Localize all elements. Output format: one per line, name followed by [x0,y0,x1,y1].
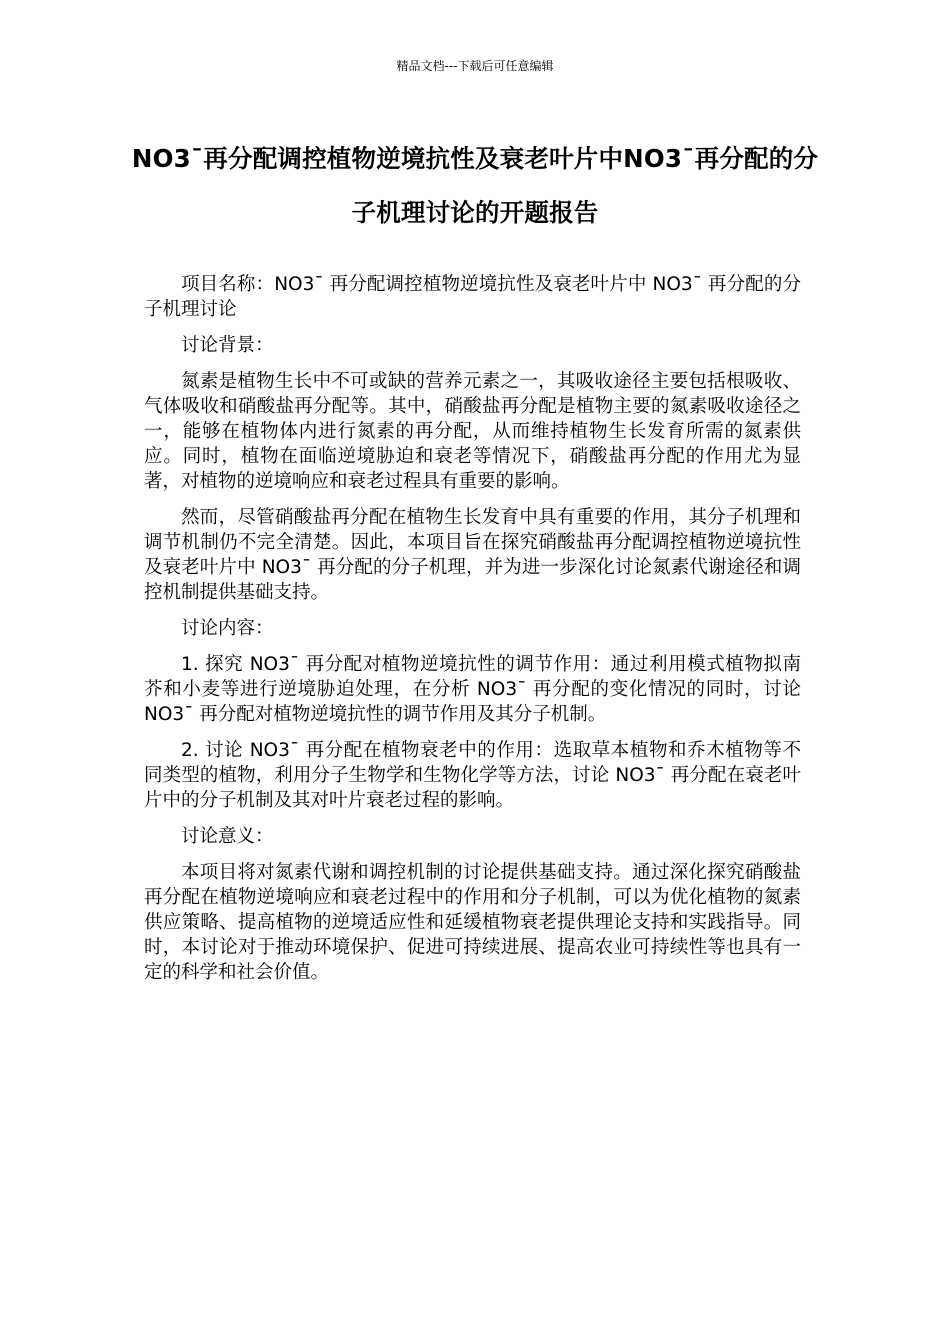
significance-heading: 讨论意义： [181,826,274,847]
background-paragraph-1: 氮素是植物生长中不可或缺的营养元素之一，其吸收途径主要包括根吸收、气体吸收和硝酸盐再分配等。其中，硝酸盐再分配是植物主要的氮素吸收途径之一，能够在植物体内进行氮素的再分配，从而维持植物生长发育所需的氮素供应。同时，植物在面临逆境胁迫和衰老等情况下，硝酸盐再分配的作用尤为显著，对植物的逆境响应和衰老过程具有重要的影响。 [144,371,801,492]
document-body [144,272,801,996]
background-heading: 讨论背景： [181,335,274,356]
document-title: NO3ˉ再分配调控植物逆境抗性及衰老叶片中NO3ˉ再分配的分子机理讨论的开题报告 [131,144,819,227]
significance-paragraph: 本项目将对氮素代谢和调控机制的讨论提供基础支持。通过深化探究硝酸盐再分配在植物逆境响应和衰老过程中的作用和分子机制，可以为优化植物的氮素供应策略、提高植物的逆境适应性和延缓植物衰老提供理论支持和实践指导。同时，本讨论对于推动环境保护、促进可持续进展、提高农业可持续性等也具有一定的科学和社会价值。 [144,862,801,983]
content-item-2: 2. 讨论 NO3ˉ 再分配在植物衰老中的作用：选取草本植物和乔木植物等不同类型的植物，利用分子生物学和生物化学等方法，讨论 NO3ˉ 再分配在衰老叶片中的分子机制及其对叶片衰老过程的影响。 [144,740,801,811]
content-item-1: 1. 探究 NO3ˉ 再分配对植物逆境抗性的调节作用：通过利用模式植物拟南芥和小麦等进行逆境胁迫处理，在分析 NO3ˉ 再分配的变化情况的同时，讨论 NO3ˉ 再分配对植物逆境抗性的调节作用及其分子机制。 [144,654,801,725]
background-paragraph-2: 然而，尽管硝酸盐再分配在植物生长发育中具有重要的作用，其分子机理和调节机制仍不完全清楚。因此，本项目旨在探究硝酸盐再分配调控植物逆境抗性及衰老叶片中 NO3ˉ 再分配的分子机理，并为进一步深化讨论氮素代谢途径和调控机制提供基础支持。 [144,507,801,603]
project-name-paragraph: 项目名称：NO3ˉ 再分配调控植物逆境抗性及衰老叶片中 NO3ˉ 再分配的分子机理讨论 [144,274,801,320]
page-header: 精品文档---下载后可任意编辑 [396,59,554,73]
content-heading: 讨论内容： [181,618,274,639]
